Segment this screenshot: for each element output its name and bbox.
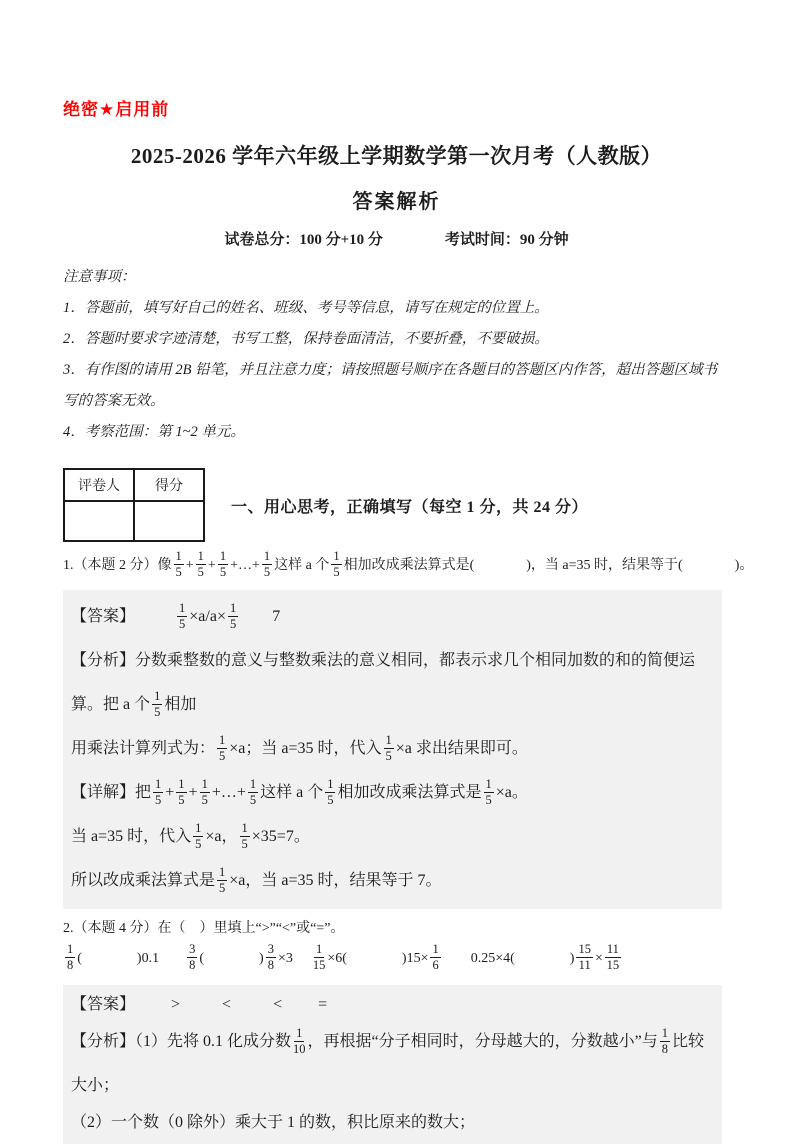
q1-answer-line: 【答案】 $\frac{1}{5}$ ×a/a× $\frac{1}{5}$ 7: [71, 600, 281, 631]
grader-score-table: [63, 468, 205, 542]
notice-heading: 注意事项：: [63, 269, 136, 285]
notice-item-4: 4．考察范围：第 1~2 单元。: [63, 424, 245, 440]
blank-space: [282, 1005, 318, 1006]
blank-space: [231, 1005, 273, 1006]
q1-detail-line-1: 【详解】把 $\frac{1}{5}$ + $\frac{1}{5}$ + $\frac{1}{5}$ +…+ $\frac{1}{5}$ 这样 a 个 $\frac{1}{5}$ 相加改成乘法算式是 $\frac{1}{5}$ ×a。: [71, 776, 528, 807]
fraction: $\frac{1}{5}$: [179, 600, 186, 631]
fraction: $\frac{1}{5}$: [249, 776, 257, 807]
q2-analysis-line-1: 【分析】（1）先将 0.1 化成分数 $\frac{1}{10}$ ，再根据“分子相同时，分母越大的，分数越小”与 $\frac{1}{8}$ 比较大小；: [71, 1025, 704, 1094]
fraction: $\frac{1}{5}$: [485, 776, 492, 807]
section-header-row: [63, 468, 730, 542]
fraction: $\frac{1}{5}$: [175, 549, 182, 580]
fraction: $\frac{1}{5}$: [229, 600, 237, 631]
score-blank-cell: [134, 501, 204, 541]
blank-space: [443, 958, 471, 959]
question-2-stem: 2.（本题 4 分）在（ ）里填上“>”“<”或“=”。: [63, 921, 345, 936]
fraction: $\frac{1}{5}$: [385, 732, 392, 763]
blank-space: [159, 958, 185, 959]
question-1-solution-block: [63, 590, 722, 909]
blank-space: [180, 1005, 222, 1006]
fraction: $\frac{1}{5}$: [219, 549, 227, 580]
question-1-stem: 1.（本题 2 分）像 $\frac{1}{5}$ + $\frac{1}{5}$ + $\frac{1}{5}$ +…+ $\frac{1}{5}$ 这样 a 个 $\frac{1}{5}$ 相加改成乘法算式是( )，当 a=35 时，结果等于( )。: [63, 549, 754, 580]
blank-space: [293, 958, 311, 959]
q1-detail-line-3: 所以改成乘法算式是 $\frac{1}{5}$ ×a，当 a=35 时，结果等于 7。: [71, 864, 442, 895]
fraction: $\frac{1}{5}$: [178, 776, 185, 807]
fraction: $\frac{1}{5}$: [155, 776, 162, 807]
fraction: $\frac{1}{5}$: [333, 549, 340, 580]
fraction: $\frac{1}{5}$: [263, 549, 271, 580]
fraction: $\frac{15}{11}$: [578, 942, 591, 973]
q2-answer-line: 【答案】 > < < =: [71, 996, 328, 1013]
notice-item-2: 2．答题时要求字迹清楚，书写工整，保持卷面清洁，不要折叠，不要破损。: [63, 331, 549, 347]
fraction: $\frac{1}{5}$: [327, 776, 334, 807]
blank-space: [82, 958, 137, 959]
q1-analysis-line-1: 【分析】分数乘整数的意义与整数乘法的意义相同，都表示求几个相同加数的和的简便运算。把 a 个 $\frac{1}{5}$ 相加: [71, 652, 696, 719]
q1-analysis-line-2: 用乘法计算列式为： $\frac{1}{5}$ ×a；当 a=35 时，代入 $\frac{1}{5}$ ×a 求出结果即可。: [71, 732, 528, 763]
fraction: $\frac{1}{8}$: [661, 1025, 668, 1056]
fraction: $\frac{1}{5}$: [154, 688, 161, 719]
fraction: $\frac{3}{8}$: [267, 942, 274, 973]
blank-space: [135, 617, 175, 618]
classification-banner: 绝密★启用前: [63, 100, 170, 119]
exam-meta-row: [63, 228, 730, 249]
fraction: $\frac{1}{5}$: [219, 864, 226, 895]
notice-item-3: 3．有作图的请用 2B 铅笔，并且注意力度；请按照题号顺序在各题目的答题区内作答，超出答题区域书写的答案无效。: [63, 362, 718, 409]
answer-analysis-subtitle: 答案解析: [352, 191, 441, 213]
exam-title: 2025-2026 学年六年级上学期数学第一次月考（人教版）: [130, 144, 663, 168]
fraction: $\frac{1}{5}$: [201, 776, 208, 807]
fraction: $\frac{1}{6}$: [432, 942, 439, 973]
q2-analysis-line-2: （2）一个数（0 除外）乘大于 1 的数，积比原来的数大；: [71, 1114, 476, 1131]
question-2-solution-block: [63, 985, 722, 1144]
score-header-cell: 得分: [134, 469, 204, 501]
notice-item-1: 1．答题前，填写好自己的姓名、班级、考号等信息，请写在规定的位置上。: [63, 300, 549, 316]
fraction: $\frac{3}{8}$: [189, 942, 196, 973]
notice-section: [63, 262, 730, 448]
q1-detail-line-2: 当 a=35 时，代入 $\frac{1}{5}$ ×a， $\frac{1}{5}$ ×35=7。: [71, 820, 310, 851]
blank-space: [240, 617, 272, 618]
total-score-label: 试卷总分：100 分+10 分: [224, 232, 383, 248]
section-1-heading: 一、用心思考，正确填写（每空 1 分，共 24 分）: [231, 498, 589, 516]
fraction: $\frac{1}{8}$: [67, 942, 74, 973]
exam-time-label: 考试时间：90 分钟: [444, 232, 569, 248]
fraction: $\frac{1}{5}$: [197, 549, 204, 580]
blank-space: [683, 565, 735, 566]
blank-space: [474, 565, 526, 566]
grader-blank-cell: [64, 501, 134, 541]
fraction: $\frac{1}{5}$: [195, 820, 202, 851]
fraction: $\frac{1}{5}$: [219, 732, 226, 763]
fraction: $\frac{1}{10}$: [293, 1025, 306, 1056]
blank-space: [515, 958, 570, 959]
question-2-compare-row: $\frac{1}{8}$ ( )0.1 $\frac{3}{8}$ ( ) $\frac{3}{8}$ ×3 $\frac{1}{15}$ ×6( )15× $\frac{1}{6}$ 0.25×4( ) $\frac{15}{11}$ × $\frac{11}{15}$: [67, 942, 620, 973]
grader-header-cell: 评卷人: [64, 469, 134, 501]
fraction: $\frac{1}{15}$: [312, 942, 326, 973]
fraction: $\frac{1}{5}$: [241, 820, 248, 851]
blank-space: [135, 1005, 171, 1006]
blank-space: [347, 958, 402, 959]
fraction: $\frac{11}{15}$: [606, 942, 620, 973]
blank-space: [204, 958, 259, 959]
